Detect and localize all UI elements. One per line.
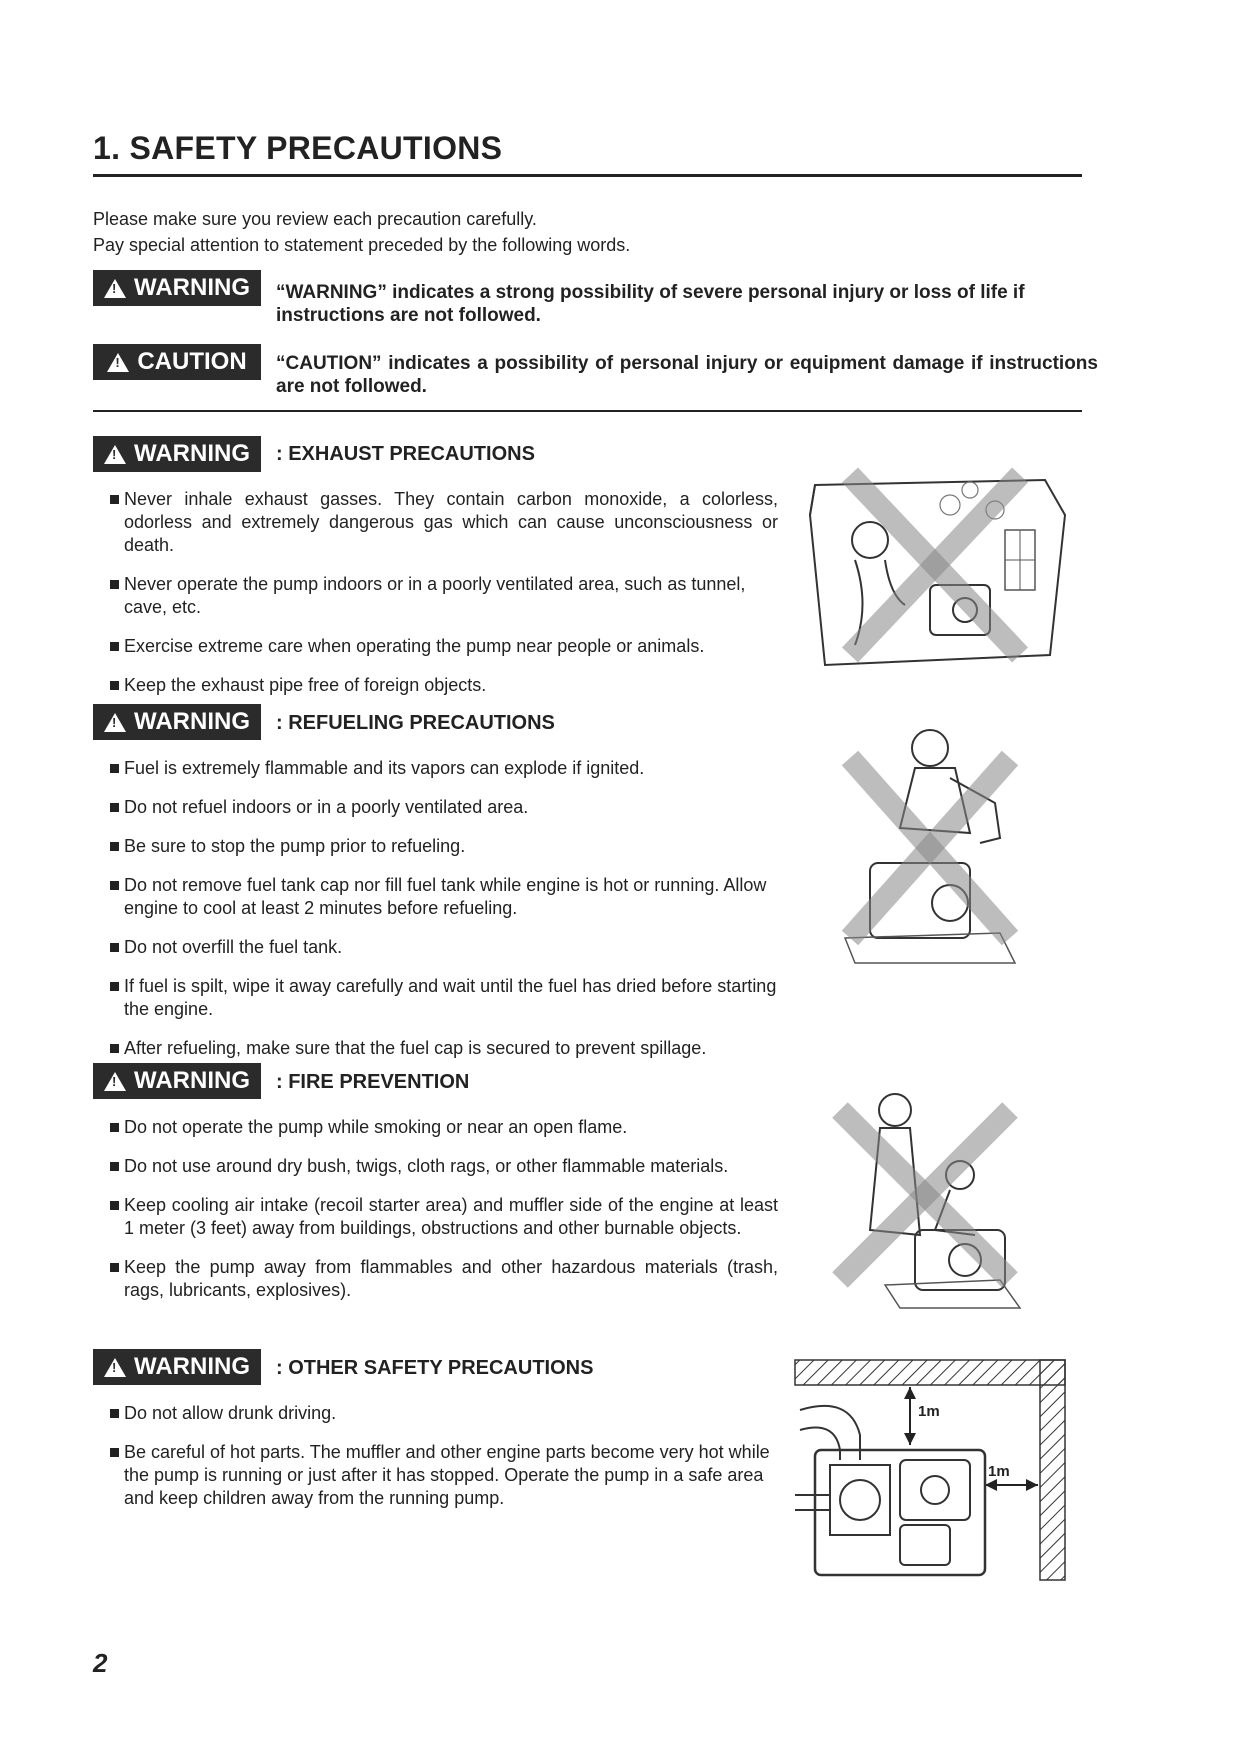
caution-badge <box>93 344 261 380</box>
warning-badge <box>93 270 261 306</box>
list-item: If fuel is spilt, wipe it away carefully and wait until the fuel has dried before starting the engine. <box>108 975 778 1021</box>
title-rule <box>93 174 1082 177</box>
clearance-side-label: 1m <box>988 1463 1010 1480</box>
caution-label: CAUTION <box>137 348 247 375</box>
section-title-exhaust: : EXHAUST PRECAUTIONS <box>276 443 535 465</box>
warning-label: WARNING <box>134 1353 250 1380</box>
intro-line-1: Please make sure you review each precaution carefully. <box>93 209 537 229</box>
list-item: Do not allow drunk driving. <box>108 1402 778 1425</box>
warning-label: WARNING <box>134 274 250 301</box>
section-title-other: : OTHER SAFETY PRECAUTIONS <box>276 1357 594 1379</box>
list-item: Do not refuel indoors or in a poorly ventilated area. <box>108 796 778 819</box>
list-item: Be careful of hot parts. The muffler and other engine parts become very hot while the pump is running or just after it has stopped. Operate the pump in a safe area and keep children away from the running pump. <box>108 1441 778 1510</box>
section-title-fire: : FIRE PREVENTION <box>276 1071 470 1093</box>
list-item: Do not remove fuel tank cap nor fill fuel tank while engine is hot or running. Allow engine to cool at least 2 minutes before refueling. <box>108 874 778 920</box>
refueling-list <box>108 757 778 1076</box>
warning-badge <box>93 704 261 740</box>
list-item: Do not operate the pump while smoking or near an open flame. <box>108 1116 778 1139</box>
definitions-rule <box>93 410 1082 412</box>
fire-prevention-illustration <box>825 1080 1025 1310</box>
list-item: Do not overfill the fuel tank. <box>108 936 778 959</box>
list-item: Never operate the pump indoors or in a poorly ventilated area, such as tunnel, cave, etc. <box>108 573 778 619</box>
warning-label: WARNING <box>134 440 250 467</box>
section-title-refueling: : REFUELING PRECAUTIONS <box>276 712 555 734</box>
clearance-top-label: 1m <box>918 1403 940 1420</box>
list-item: Be sure to stop the pump prior to refueling. <box>108 835 778 858</box>
warning-definition: “WARNING” indicates a strong possibility of severe personal injury or loss of life if instructions are not followed. <box>276 282 1025 326</box>
warning-badge <box>93 436 261 472</box>
caution-definition: “CAUTION” indicates a possibility of personal injury or equipment damage if instructions are not followed. <box>276 353 1098 397</box>
warning-triangle-icon <box>104 713 126 732</box>
warning-label: WARNING <box>134 708 250 735</box>
list-item: Fuel is extremely flammable and its vapors can explode if ignited. <box>108 757 778 780</box>
warning-triangle-icon <box>104 1072 126 1091</box>
intro-text <box>93 206 630 258</box>
warning-triangle-icon <box>104 1358 126 1377</box>
intro-line-2: Pay special attention to statement preceded by the following words. <box>93 235 631 255</box>
exhaust-list <box>108 488 778 713</box>
list-item: Keep cooling air intake (recoil starter area) and muffler side of the engine at least 1 meter (3 feet) away from buildings, obstructions and other burnable objects. <box>108 1194 778 1240</box>
warning-triangle-icon <box>104 445 126 464</box>
refueling-illustration <box>830 718 1030 968</box>
list-item: Exercise extreme care when operating the pump near people or animals. <box>108 635 778 658</box>
list-item: Keep the pump away from flammables and other hazardous materials (trash, rags, lubricants, explosives). <box>108 1256 778 1302</box>
warning-badge <box>93 1349 261 1385</box>
caution-triangle-icon <box>107 353 129 372</box>
page-number: 2 <box>93 1648 108 1678</box>
page-title: 1. SAFETY PRECAUTIONS <box>93 130 503 166</box>
warning-triangle-icon <box>104 279 126 298</box>
warning-label: WARNING <box>134 1067 250 1094</box>
list-item: Keep the exhaust pipe free of foreign objects. <box>108 674 778 697</box>
fire-list <box>108 1116 778 1318</box>
clearance-diagram <box>790 1355 1080 1585</box>
list-item: Never inhale exhaust gasses. They contain carbon monoxide, a colorless, odorless and extremely dangerous gas which can cause unconsciousness or death. <box>108 488 778 557</box>
other-list <box>108 1402 778 1526</box>
warning-badge <box>93 1063 261 1099</box>
list-item: Do not use around dry bush, twigs, cloth rags, or other flammable materials. <box>108 1155 778 1178</box>
exhaust-indoors-illustration <box>795 455 1085 675</box>
list-item: After refueling, make sure that the fuel cap is secured to prevent spillage. <box>108 1037 778 1060</box>
